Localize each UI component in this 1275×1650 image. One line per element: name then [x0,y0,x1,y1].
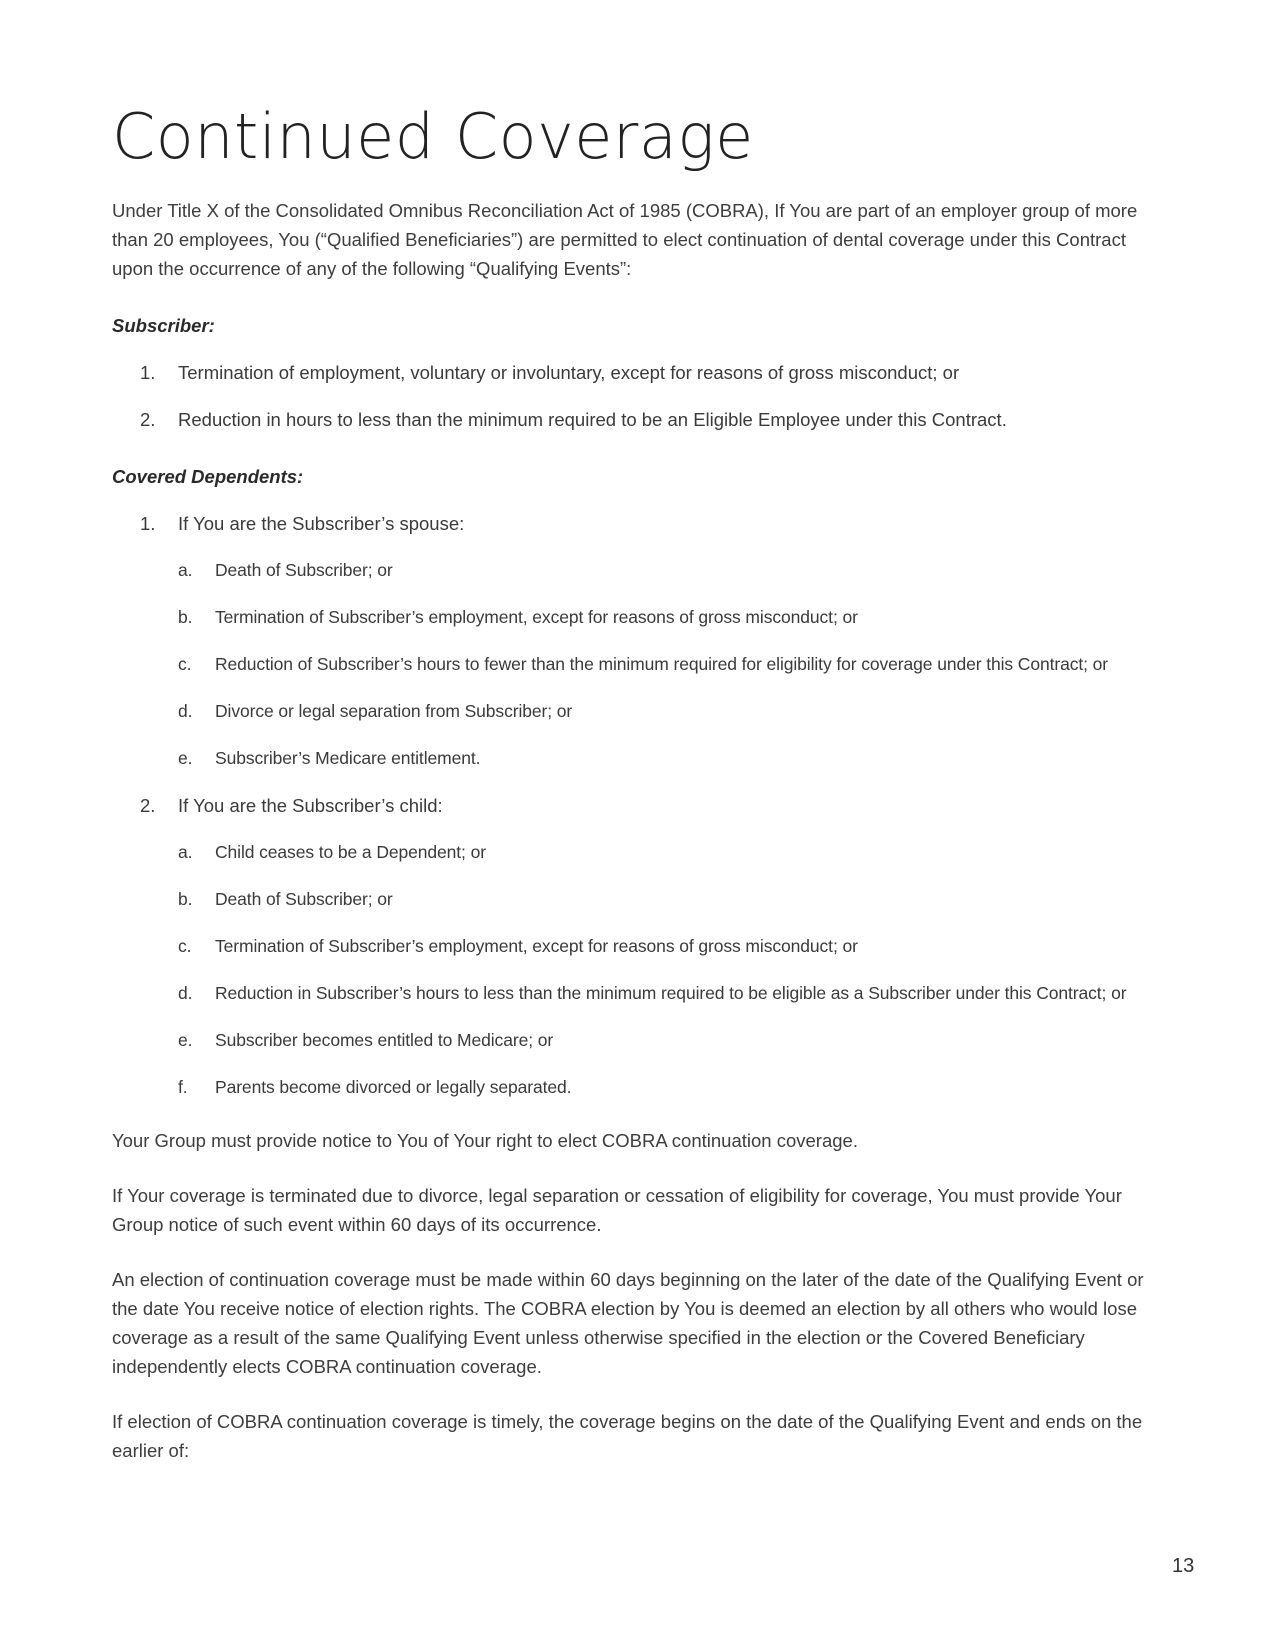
list-item-text: Child ceases to be a Dependent; or [215,842,486,863]
list-letter: a. [178,842,193,863]
list-letter: a. [178,560,193,581]
list-item-text: Reduction in Subscriber’s hours to less than the minimum required to be eligible as a Subscriber under this Contract; or [215,983,1127,1004]
subscriber-heading: Subscriber: [112,315,215,337]
list-letter: f. [178,1077,188,1098]
list-item [112,358,1172,387]
list-letter: e. [178,1030,193,1051]
list-item-text: Termination of Subscriber’s employment, except for reasons of gross misconduct; or [215,936,858,957]
list-item [112,650,1172,679]
page-title: Continued Coverage [112,100,754,173]
list-item [112,885,1172,914]
list-item-text: Death of Subscriber; or [215,889,393,910]
list-number: 2. [140,409,156,431]
termination-paragraph: If Your coverage is terminated due to divorce, legal separation or cessation of eligibility for coverage, You must provide Your Group notice of such event within 60 days of its occurrence. [112,1185,1122,1236]
list-letter: c. [178,936,192,957]
list-item-text: Termination of employment, voluntary or involuntary, except for reasons of gross misconduct; or [178,362,960,384]
list-item [112,979,1172,1008]
list-item [112,556,1172,585]
dependents-list [112,509,1172,538]
list-item-text: Divorce or legal separation from Subscriber; or [215,701,573,722]
list-item-text: Subscriber becomes entitled to Medicare; or [215,1030,554,1051]
list-item-text: If You are the Subscriber’s child: [178,795,443,817]
subscriber-list [112,358,1172,434]
list-letter: b. [178,889,193,910]
list-letter: b. [178,607,193,628]
child-events-list [112,838,1172,1102]
list-item-text: Parents become divorced or legally separated. [215,1077,572,1098]
list-item [112,405,1172,434]
election-paragraph: An election of continuation coverage must be made within 60 days beginning on the later of the date of the Qualifying Event or the date You receive notice of election rights. The COBRA election by You is deemed an election by all others who would lose coverage as a result of the same Qualifying Event unless otherwise specified in the election or the Covered Beneficiary independently elects COBRA continuation coverage. [112,1269,1144,1378]
list-item [112,603,1172,632]
list-item [112,697,1172,726]
list-item [112,791,1172,820]
dependents-list-child [112,791,1172,820]
list-item-text: Termination of Subscriber’s employment, except for reasons of gross misconduct; or [215,607,858,628]
document-page [112,100,1172,1465]
list-item [112,838,1172,867]
list-letter: d. [178,983,193,1004]
list-letter: e. [178,748,193,769]
list-item-text: If You are the Subscriber’s spouse: [178,513,465,535]
list-item [112,932,1172,961]
list-number: 1. [140,513,156,535]
list-item-text: Reduction of Subscriber’s hours to fewer than the minimum required for eligibility for coverage under this Contract; or [215,654,1109,675]
intro-paragraph: Under Title X of the Consolidated Omnibus Reconciliation Act of 1985 (COBRA), If You are part of an employer group of more than 20 employees, You (“Qualified Beneficiaries”) are permitted to elect continuation of dental coverage under this Contract upon the occurrence of any of the following “Qualifying Events”: [112,200,1138,280]
list-item [112,509,1172,538]
list-item [112,744,1172,773]
spouse-events-list [112,556,1172,773]
list-letter: d. [178,701,193,722]
page-number: 13 [1172,1555,1195,1577]
list-item [112,1073,1172,1102]
list-number: 1. [140,362,156,384]
list-item-text: Subscriber’s Medicare entitlement. [215,748,481,769]
list-item-text: Death of Subscriber; or [215,560,393,581]
list-letter: c. [178,654,192,675]
list-number: 2. [140,795,156,817]
list-item-text: Reduction in hours to less than the minimum required to be an Eligible Employee under this Contract. [178,409,1007,431]
coverage-period-paragraph: If election of COBRA continuation coverage is timely, the coverage begins on the date of the Qualifying Event and ends on the earlier of: [112,1411,1143,1462]
dependents-heading: Covered Dependents: [112,466,304,488]
notice-paragraph: Your Group must provide notice to You of Your right to elect COBRA continuation coverage. [112,1130,858,1152]
list-item [112,1026,1172,1055]
